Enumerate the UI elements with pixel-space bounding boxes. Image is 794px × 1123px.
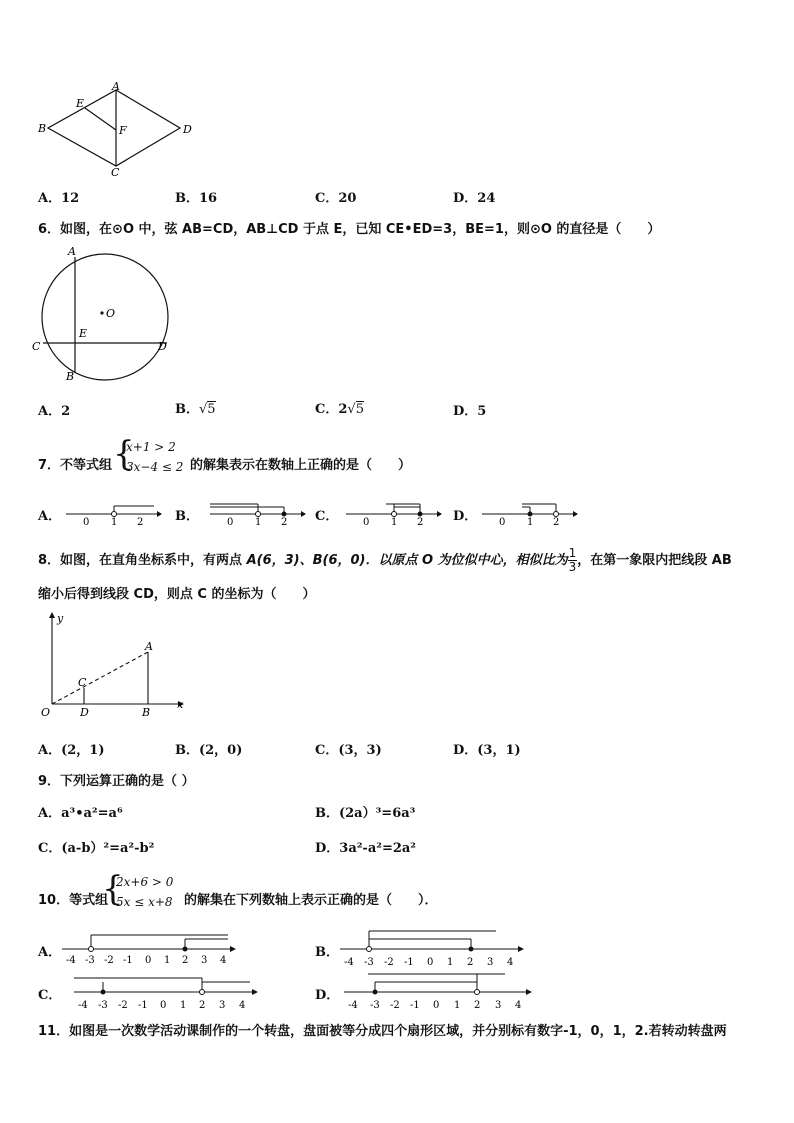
question-9-stem: 9．下列运算正确的是（ ） bbox=[38, 774, 195, 789]
option-a[interactable]: A．12 bbox=[38, 191, 80, 206]
label-E: E bbox=[76, 97, 85, 110]
option-a[interactable]: A．(2，1) bbox=[38, 743, 105, 758]
question-10-prefix: 10．等式组 bbox=[38, 893, 109, 908]
label-B: B bbox=[142, 706, 151, 719]
tick-0: 0 bbox=[433, 1000, 440, 1011]
tick-2: 2 bbox=[199, 1000, 206, 1011]
tick-0: 0 bbox=[145, 955, 152, 966]
tick-2: 2 bbox=[553, 517, 560, 528]
coordinate-figure bbox=[38, 612, 193, 722]
label-A: A bbox=[68, 245, 76, 258]
tick-2: 2 bbox=[467, 957, 474, 968]
stem-part-c: ，在第一象限内把线段 AB bbox=[577, 553, 732, 568]
option-a[interactable]: A．2 bbox=[38, 404, 71, 419]
tick--1: -1 bbox=[138, 1000, 148, 1011]
tick-3: 3 bbox=[495, 1000, 502, 1011]
option-a-label[interactable]: A． bbox=[38, 945, 62, 960]
tick--3: -3 bbox=[85, 955, 95, 966]
option-c[interactable] bbox=[315, 398, 364, 417]
tick-0: 0 bbox=[427, 957, 434, 968]
tick-1: 1 bbox=[164, 955, 171, 966]
tick-0: 0 bbox=[499, 517, 506, 528]
label-E: E bbox=[79, 327, 88, 340]
number-line-b[interactable] bbox=[336, 925, 526, 971]
tick-4: 4 bbox=[515, 1000, 522, 1011]
fraction-denominator: 3 bbox=[568, 560, 577, 574]
tick-2: 2 bbox=[281, 517, 288, 528]
tick--3: -3 bbox=[98, 1000, 108, 1011]
option-b[interactable]: B．(2a）³=6a³ bbox=[315, 806, 416, 821]
option-c-prefix: C．2 bbox=[315, 402, 348, 417]
tick-1: 1 bbox=[111, 517, 118, 528]
tick--1: -1 bbox=[123, 955, 133, 966]
label-x: x bbox=[177, 698, 184, 711]
question-7-prefix: 7．不等式组 bbox=[38, 458, 113, 473]
tick-4: 4 bbox=[239, 1000, 246, 1011]
tick-1: 1 bbox=[391, 517, 398, 528]
tick--2: -2 bbox=[390, 1000, 400, 1011]
label-O: O bbox=[106, 307, 116, 320]
option-a[interactable]: A．a³•a²=a⁶ bbox=[38, 806, 123, 821]
option-c-label[interactable]: C． bbox=[315, 509, 339, 524]
number-line-d[interactable] bbox=[340, 968, 535, 1014]
inequality-1: 2x+6 > 0 bbox=[116, 875, 174, 889]
tick-0: 0 bbox=[83, 517, 90, 528]
radicand: 5 bbox=[355, 402, 364, 417]
question-10-suffix: 的解集在下列数轴上表示正确的是（ ）． bbox=[184, 893, 438, 908]
label-F: F bbox=[119, 124, 127, 137]
tick--2: -2 bbox=[104, 955, 114, 966]
option-b[interactable] bbox=[175, 398, 216, 417]
question-8-line-2: 缩小后得到线段 CD，则点 C 的坐标为（ ） bbox=[38, 587, 316, 602]
number-line-d[interactable] bbox=[478, 500, 578, 528]
tick-1: 1 bbox=[454, 1000, 461, 1011]
number-line-c[interactable] bbox=[342, 500, 442, 528]
option-c[interactable]: C．(3，3) bbox=[315, 743, 382, 758]
option-c[interactable]: C．20 bbox=[315, 191, 357, 206]
tick-4: 4 bbox=[220, 955, 227, 966]
tick-2: 2 bbox=[474, 1000, 481, 1011]
question-7-suffix: 的解集表示在数轴上正确的是（ ） bbox=[190, 458, 412, 473]
tick--4: -4 bbox=[78, 1000, 88, 1011]
label-D: D bbox=[80, 706, 89, 719]
tick-0: 0 bbox=[363, 517, 370, 528]
tick-1: 1 bbox=[255, 517, 262, 528]
label-O: O bbox=[41, 706, 51, 719]
brace-icon: { bbox=[102, 869, 124, 909]
tick--4: -4 bbox=[348, 1000, 358, 1011]
number-line-a[interactable] bbox=[58, 925, 238, 971]
tick--3: -3 bbox=[364, 957, 374, 968]
option-a-label[interactable]: A． bbox=[38, 509, 62, 524]
tick--1: -1 bbox=[410, 1000, 420, 1011]
option-d[interactable]: D．(3，1) bbox=[453, 743, 521, 758]
label-B: B bbox=[38, 122, 47, 135]
number-line-b[interactable] bbox=[206, 500, 306, 528]
tick-3: 3 bbox=[487, 957, 494, 968]
label-y: y bbox=[57, 612, 64, 625]
tick-1: 1 bbox=[447, 957, 454, 968]
tick-2: 2 bbox=[137, 517, 144, 528]
rhombus-figure bbox=[30, 78, 200, 178]
brace-icon: { bbox=[113, 434, 135, 474]
inequality-2: 3x−4 ≤ 2 bbox=[126, 460, 184, 474]
label-C: C bbox=[32, 340, 41, 353]
option-b-label[interactable]: B． bbox=[175, 509, 199, 524]
label-C: C bbox=[78, 676, 87, 689]
tick-3: 3 bbox=[201, 955, 208, 966]
option-d[interactable]: D．3a²-a²=2a² bbox=[315, 841, 417, 856]
label-D: D bbox=[158, 340, 167, 353]
tick-2: 2 bbox=[182, 955, 189, 966]
ratio-fraction bbox=[568, 547, 578, 574]
tick-0: 0 bbox=[227, 517, 234, 528]
tick--4: -4 bbox=[66, 955, 76, 966]
option-d-label[interactable]: D． bbox=[453, 509, 478, 524]
stem-part-a: 8．如图，在直角坐标系中，有两点 bbox=[38, 553, 247, 568]
option-c[interactable]: C．(a-b）²=a²-b² bbox=[38, 841, 155, 856]
tick-3: 3 bbox=[219, 1000, 226, 1011]
label-B: B bbox=[66, 370, 75, 383]
label-A: A bbox=[145, 640, 153, 653]
stem-part-b: A(6，3)、B(6，0)．以原点 O 为位似中心，相似比为 bbox=[246, 553, 568, 568]
option-c-label[interactable]: C． bbox=[38, 988, 62, 1003]
tick--2: -2 bbox=[118, 1000, 128, 1011]
tick-0: 0 bbox=[160, 1000, 167, 1011]
fraction-numerator: 1 bbox=[568, 546, 577, 560]
option-b-prefix: B． bbox=[175, 402, 199, 417]
label-A: A bbox=[112, 80, 120, 93]
tick--1: -1 bbox=[404, 957, 414, 968]
label-D: D bbox=[183, 123, 192, 136]
tick--3: -3 bbox=[370, 1000, 380, 1011]
inequality-2: 5x ≤ x+8 bbox=[116, 895, 173, 909]
tick-2: 2 bbox=[417, 517, 424, 528]
number-line-c[interactable] bbox=[70, 970, 260, 1014]
option-d[interactable]: D．24 bbox=[453, 191, 496, 206]
tick-4: 4 bbox=[507, 957, 514, 968]
sqrt-icon: √ bbox=[199, 402, 208, 417]
sqrt-icon: √ bbox=[347, 402, 356, 417]
question-11-stem: 11．如图是一次数学活动课制作的一个转盘，盘面被等分成四个扇形区域，并分别标有数字-1，0，1，2.若转动转盘两 bbox=[38, 1024, 727, 1039]
number-line-a[interactable] bbox=[62, 500, 162, 528]
option-d-label[interactable]: D． bbox=[315, 988, 340, 1003]
tick-1: 1 bbox=[527, 517, 534, 528]
question-8-line-1 bbox=[38, 547, 732, 574]
tick--2: -2 bbox=[384, 957, 394, 968]
question-6-stem: 6．如图，在⊙O 中，弦 AB=CD，AB⊥CD 于点 E，已知 CE•ED=3，BE=1，则⊙O 的直径是（ ） bbox=[38, 222, 661, 237]
radicand: 5 bbox=[207, 402, 216, 417]
inequality-1: x+1 > 2 bbox=[126, 440, 176, 454]
option-b-label[interactable]: B． bbox=[315, 945, 339, 960]
option-d[interactable]: D．5 bbox=[453, 404, 487, 419]
option-b[interactable]: B．(2，0) bbox=[175, 743, 243, 758]
label-C: C bbox=[111, 166, 120, 178]
option-b[interactable]: B．16 bbox=[175, 191, 218, 206]
tick--4: -4 bbox=[344, 957, 354, 968]
circle-figure bbox=[30, 240, 180, 390]
tick-1: 1 bbox=[180, 1000, 187, 1011]
